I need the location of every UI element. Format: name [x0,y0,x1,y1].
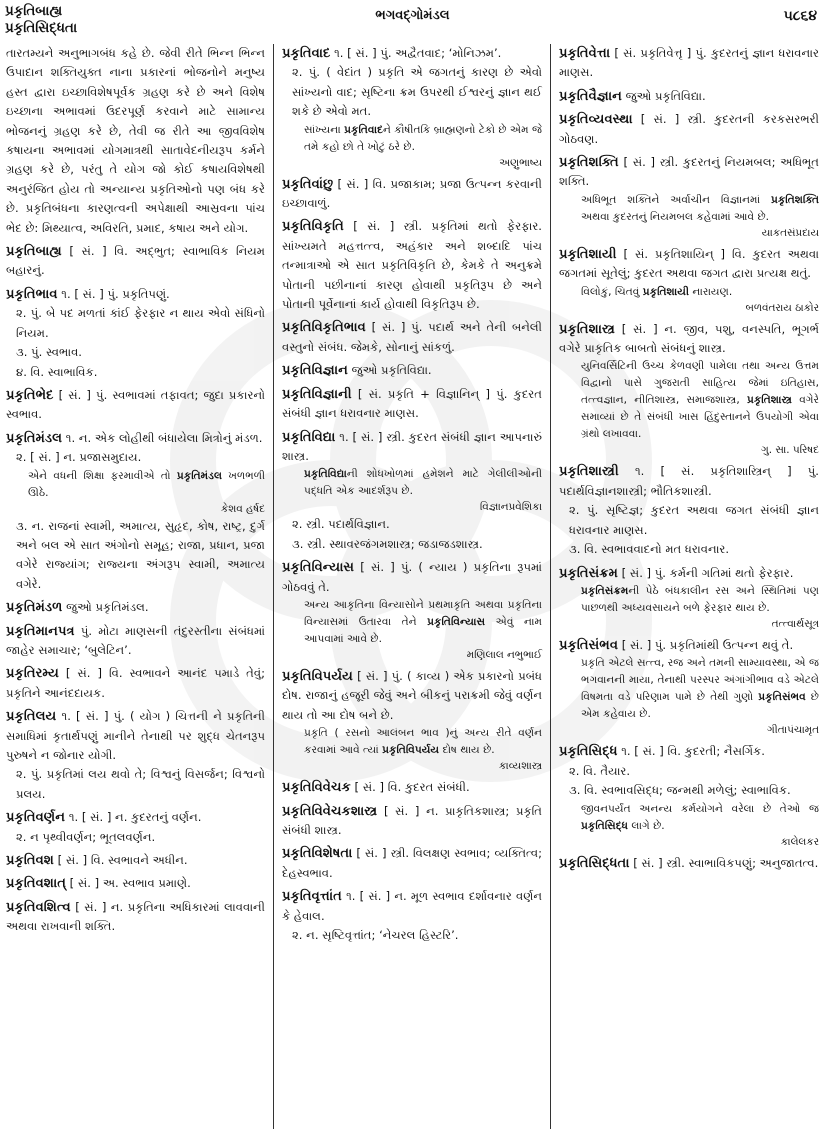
headword: પ્રકૃતિવિવેચક [282,780,351,796]
quote-text: યુનિવર્સિટિની ઉચ્ચ કેળવણી પામેલા તથા અન્ય ઉત્તમ વિદ્વાનો પાસે ગુજરાતી સાહિત્ય જેમાં ઇતિહાસ, તત્ત્વજ્ઞાન, નીતિશાસ્ત્ર, સમાજશાસ્ત્ર, [581,360,819,407]
column-2 [274,44,551,1129]
entry [282,558,542,663]
definition: [ સં. ] પું. ( કાવ્ય ) એક પ્રકારનો પ્રબંધ દોષ. રાજાનું હજૂરી જેવું અને બીકનું પરાક્રમી જેવું વર્ણન થાય તો આ દોષ બને છે. [282,668,542,722]
headword: પ્રકૃતિવિદ્યા [282,429,336,445]
definition: ૧. ન. એક લોહીથી બંધાયેલા મિત્રોનું મંડળ. [62,430,263,445]
sense: ૨. પું. સૃષ્ટિજ્ઞ; કુદરત અથવા જગત સંબંધી જ્ઞાન ધરાવનાર માણસ. [569,503,819,537]
definition: ૧. [ સં. ] સ્ત્રી. કુદરત સંબંધી જ્ઞાન આપનારું શાસ્ત્ર. [282,429,542,463]
entry [559,153,819,241]
quotation [559,284,819,301]
definition: જુઓ પ્રકૃતિવિદ્યા. [621,88,706,103]
quote-text: ખળભળી ઊઠે. [28,469,265,499]
entry [282,887,542,945]
guide-word-first: પ્રકૃતિબાહ્ય [5,3,63,19]
quotation [559,192,819,226]
definition: પું. મોટા માણસની તંદુરસ્તીના સંબંધમાં જાહેર સમાચાર; ‘બુલેટિન’. [6,623,265,657]
quotation [6,468,265,502]
headword: પ્રકૃતિવિપર્યય [282,668,353,684]
sense: ૩. પું. સ્વભાવ. [16,345,82,360]
sense: ૨. વિ. તૈયાર. [569,763,631,778]
quote-text: વિલોકું, ચિતવું [581,285,643,298]
entry [559,854,819,873]
quote-text: અથવા કુદરતનું નિયમબલ કહેવામાં આવે છે. [581,210,769,223]
quotation [282,725,542,759]
continuation-text: તારતમ્યને અનુભાગબંધ કહે છે. જેવી રીતે ભિન્ન ભિન્ન ઉપાદાન શક્તિયુક્ત નાના પ્રકારનાં ભોજનોને મનુષ્ય હસ્ત દ્વારા ઇચ્છાવિશેષપૂર્વક ગ્રહણ કરે છે અને વિશેષ ઇચ્છાના અભાવમાં ઉદરપૂર્ણ કરવાને માટે સામાન્ય ભોજનનું ગ્રહણ કરે છે, તેવી જ રીતે આ જીવવિશેષ કષાયના અભાવમાં યોગમાત્રથી સાતાવેદનીયરૂપ કર્મને ગ્રહણ કરે છે, પરંતુ તે યોગ જો કોઈ કષાયવિશેષથી અનુરંજિત હોય તો અન્યાન્ય પ્રકૃતિઓનો પણ બંધ કરે છે. પ્રકૃતિબંધના કારણત્વની અપેક્ષાથી આસ્રવના પાંચ ભેદ છે: મિથ્યાત્વ, અવિરતિ, પ્રમાદ, કષાય અને યોગ. [6,46,265,235]
entry [6,874,265,893]
quotation [559,583,819,617]
quotation [559,801,819,835]
quote-text: પ્રકૃતિ ( રસનો આલંબન ભાવ )નું અન્ય રીતે વર્ણન કરવામાં આવે ત્યાં [304,727,542,757]
quote-text: સાંખ્યના [304,123,345,136]
quote-headword: પ્રકૃતિસિદ્ધ [581,819,629,832]
quote-source: કેશવ હર્ષદ [220,502,265,515]
definition: [ સં. ] વિ. સ્વભાવને આનંદ પમાડે તેવું; પ્રકૃતિને આનંદદાયક. [6,666,265,700]
definition: [ સં. ] પું. સ્વભાવમાં તફાવત; જુદા પ્રકારનો સ્વભાવ. [6,387,265,422]
quotation [282,122,542,156]
entry [6,598,265,617]
definition: [ સં. ] પું. પ્રકૃતિમાંથી ઉત્પન્ન થવું તે. [618,637,794,652]
definition: [ સં. ] ન. જીવ, પશુ, વનસ્પતિ, ભૂગર્ભ વગેરે પ્રાકૃતિક બાબતો સંબંધનું શાસ્ત્ર. [559,321,819,356]
headword: પ્રકૃતિરમ્ય [6,666,59,682]
headword: પ્રકૃતિવાંછુ [282,176,334,192]
entry [282,361,542,380]
definition: [ સં. ] સ્ત્રી. કુદરતનું નિયમબલ; અધિભૂત શક્તિ. [559,155,819,189]
entry [559,320,819,459]
entry [559,44,819,83]
definition: [ સં. ] વિ. કુદરત સંબંધી. [350,780,470,795]
dictionary-columns [0,44,825,1129]
headword: પ્રકૃતિવિજ્ઞાન [282,363,348,379]
definition: [ સં. પ્રકૃતિશાયિન્ ] વિ. કુદરત અથવા જગતમાં સૂતેલું; કુદરત અથવા જગત દ્વારા પ્રત્યક્ષ થતું. [559,246,819,281]
entry [6,707,265,804]
quote-text: દોષ થાય છે. [439,744,495,757]
definition: [ સં. પ્રકૃતિવેત્તૃ ] પું. કુદરતનું જ્ઞાન ધરાવનાર માણસ. [559,46,819,80]
headword: પ્રકૃતિસિદ્ધતા [559,855,630,871]
quotation [559,358,819,443]
entry [282,844,542,883]
sense: ૩. વિ. સ્વભાવવાદનો મત ધરાવનાર. [569,542,730,557]
headword: પ્રકૃતિવિકૃતિ [282,219,344,235]
sense: ૨. સ્ત્રી. પદાર્થવિજ્ઞાન. [292,517,390,532]
headword: પ્રકૃતિશાયી [559,246,617,262]
quote-text: અન્ય આકૃતિના વિન્યાસોને પ્રથમાકૃતિ અથવા પ્રકૃતિના વિન્યાસમાં ઉતારવા તેને [304,598,542,628]
headword: પ્રકૃતિવ્યવસ્થા [559,112,633,128]
headword: પ્રકૃતિમંડળ [6,600,63,616]
headword: પ્રકૃતિભેદ [6,387,54,403]
entry [6,285,265,382]
quote-text: એને વધની શિક્ષા ફરમાવીએ તો [28,469,177,482]
definition: ૧. [ સં. ] પું. અદ્વૈતવાદ; ‘મોનિઝમ’. [330,46,502,60]
entry [559,245,819,316]
quote-headword: પ્રકૃતિશાસ્ત્ર [746,394,792,407]
book-title: ભગવદ્ગોમંડલ [375,8,450,23]
definition: ૧. [ સં. પ્રકૃતિશાસ્ત્રિન્ ] પું. પદાર્થવિજ્ઞાનશાસ્ત્રી; ભૌતિકશાસ્ત્રી. [559,464,819,498]
definition: [ સં. ] વિ. સ્વભાવને અધીન. [53,853,188,868]
headword: પ્રકૃતિવેત્તા [559,46,611,61]
entry [6,808,265,847]
entry [6,622,265,661]
entry [6,429,265,594]
quote-text: ને કૌષીતકિ બ્રાહ્મણનો ટેકો છે એમ જે તમે કહો છો તે ખોટું ઠરે છે. [304,123,542,153]
quote-text: ની પેઠે બંધકાલીન રસ અને સ્થિતિમાં પણ પાછળથી અધ્યવસાયને બળે ફેરફાર થાય છે. [581,584,819,614]
quote-source: અણુભાષ્ય [499,156,542,169]
quote-headword: પ્રકૃતિવિપર્યય [382,744,440,757]
entry [6,664,265,703]
definition: [ સં. ] સ્ત્રી. વિલક્ષણ સ્વભાવ; વ્યક્તિત્વ; દેહસ્વભાવ. [282,846,542,880]
headword: પ્રકૃતિલય [6,709,57,725]
headword: પ્રકૃતિવાદ [282,46,331,61]
quotation [559,655,819,723]
quote-text: વગેરે સમાવ્યાં છે તે સંબંધી ખાસ હિંદુસ્તાનને ઉપયોગી એવા ગ્રંથો લખાવવા. [581,394,820,441]
quote-text: પ્રકૃતિ એટલે સત્ત્વ, રજ અને તમની સામ્યાવસ્થા, એ જ ભગવાનની માયા, તેનાથી પરસ્પર અંગાંગીભાવ વડે એટલે વિષમતા વડે પરિણામ પામે છે તેથી ગુણો [581,657,819,704]
quote-headword: પ્રકૃતિસંક્રમ [581,584,629,597]
sense: ૨. ન. સૃષ્ટિવૃત્તાંત; ‘નેચરલ હિસ્ટરિ’. [292,928,459,942]
entry-continuation [6,44,265,238]
definition: [ સં. ] પું. કર્મની ગતિમાં થતો ફેરફાર. [617,565,794,580]
quote-text: છે એમ કહેવાય છે. [581,691,819,721]
definition: [ સં. ] સ્ત્રી. પ્રકૃતિમાં થતો ફેરફાર. સાંખ્યમતે મહત્તત્ત્વ, અહંકાર અને શબ્દાદિ પાંચ તન્માત્રાઓ એ સાત પ્રકૃતિવિકૃતિ છે, કેમકે તે અનુક્રમે પોતાની પછીનાનાં કારણ હોવાથી પ્રકૃતિરૂપ છે અને પોતાની પૂર્વેનાનાં કાર્ય હોવાથી વિકૃતિરૂપ છે. [282,219,542,312]
entry [6,851,265,870]
quote-headword: પ્રકૃતિવિન્યાસ [427,615,486,628]
quote-source: તત્ત્વાર્થસૂત્ર [771,617,819,630]
headword: પ્રકૃતિવશ [6,853,54,869]
definition: ૧. [ સં. ] ન. કુદરતનું વર્ણન. [65,810,202,825]
headword: પ્રકૃતિશાસ્ત્રી [559,464,619,480]
entry [559,110,819,149]
definition: [ સં. પ્રકૃતિ + વિજ્ઞાનિન્ ] પું. કુદરત સંબંધી જ્ઞાન ધરાવનાર માણસ. [282,386,542,421]
quote-source: ગુ. સા. પરિષદ [761,444,819,457]
sense: ૩. સ્ત્રી. સ્થાવરજંગમશાસ્ત્ર; જડાજડશાસ્ત્ર. [292,536,483,551]
quote-source: મણિલાલ નભુભાઈ [466,648,542,661]
sense: ૨. પું. પ્રકૃતિમાં લય થવો તે; વિશ્વનું વિસર્જન; વિશ્વનો પ્રલય. [16,767,265,801]
quote-headword: પ્રકૃતિશાયી [642,285,689,298]
quote-headword: પ્રકૃતિવાદ [344,123,384,136]
headword: પ્રકૃતિવિકૃતિભાવ [282,320,366,336]
entry [559,636,819,738]
entry [6,898,265,937]
quote-text: ની શોધખોળમાં હમેશને માટે ગેલીલીઓની પદ્ધતિ એક આદર્શરૂપ છે. [304,468,542,498]
quote-source: બળવંતરાય ઠાકોર [745,301,819,314]
quote-source: વિજ્ઞાનપ્રવેશિકા [479,501,542,514]
quote-text: લાગે છે. [628,819,665,832]
entry [282,428,542,555]
headword: પ્રકૃતિવિશેષતા [282,846,353,862]
sense: ૨. પું. ( વેદાંત ) પ્રકૃતિ એ જગતનું કારણ છે એવો સાંખ્યનો વાદ; સૃષ્ટિના ક્રમ ઉપરથી ઈશ્વરનું જ્ઞાન થઈ શકે છે એવો મત. [292,65,542,119]
headword: પ્રકૃતિસિદ્ધ [559,744,618,760]
headword: પ્રકૃતિમાનપત્ર [6,623,75,639]
quote-headword: પ્રકૃતિવિદ્યા [304,468,347,481]
entry [282,217,542,314]
sense: ૨. ન પૃથ્વીવર્ણન; ભૂતલવર્ણન. [16,829,156,844]
headword: પ્રકૃતિમંડલ [6,430,63,446]
definition: [ સં. ] વિ. અદ્ભુત; સ્વાભાવિક નિયમ બહારનું. [6,244,265,278]
quote-text: જીવનપર્યંત અનન્ય કર્મયોગને વરેલા છે તેઓ જ [581,802,819,815]
definition: [ સં. ] સ્ત્રી. સ્વાભાવિકપણું; અનુજાતત્વ. [629,855,819,870]
quote-text: નારાયણ. [688,285,733,298]
definition: [ સં. ] ન. પ્રકૃતિના અધિકારમાં લાવવાની અથવા રાખવાની શક્તિ. [6,899,265,934]
headword: પ્રકૃતિવર્ણન [6,810,66,826]
definition: ૧. [ સં. ] પું. પ્રકૃતિપણું. [57,286,170,301]
quote-source: ગીતાપંચામૃત [767,724,819,737]
entry [282,385,542,424]
headword: પ્રકૃતિવશાત્ [6,876,66,892]
quote-headword: પ્રકૃતિસંભવ [758,691,806,704]
sense: ૩. વિ. સ્વભાવસિદ્ધ; જન્મથી મળેલું; સ્વાભાવિક. [569,783,791,798]
definition: [ સં. ] વિ. પ્રજાકામ; પ્રજા ઉત્પન્ન કરવાની ઇચ્છાવાળું. [282,176,542,211]
entry [559,462,819,559]
sense: ૩. ન. રાજનાં સ્વામી, અમાત્ય, સુહૃદ, કોષ, રાષ્ટ્ર, દુર્ગ અને બલ એ સાત અંગોનો સમૂહ; રાજા, પ્રધાન, પ્રજા વગેરે રાજ્યાંગ; રાજ્યના અંગરૂપ સ્વામી, અમાત્ય વગેરે. [16,518,265,591]
definition: [ સં. ] સ્ત્રી. કુદરતની કરકસરભરી ગોઠવણ. [559,112,819,146]
definition: જુઓ પ્રકૃતિવિદ્યા. [347,363,432,378]
definition: ૧. [ સં. ] વિ. કુદરતી; નૈસર્ગિક. [617,744,765,759]
entry [282,318,542,357]
quote-text: એવું નામ આપવામાં આવે છે. [304,615,542,645]
headword: પ્રકૃતિવિવેચકશાસ્ત્ર [282,803,378,819]
entry [6,242,265,281]
page-number: ૫૮૬૪ [783,8,817,24]
headword: પ્રકૃતિવૈજ્ઞાન [559,88,622,104]
headword: પ્રકૃતિવૃત્તાંત [282,889,342,905]
entry [559,742,819,849]
definition: ૧. [ સં. ] ન. મૂળ સ્વભાવ દર્શાવનાર વર્ણન કે હેવાલ. [282,889,542,923]
definition: [ સં. ] પું. પદાર્થ અને તેની બનેલી વસ્તુનો સંબંધ. જેમકે, સોનાનું સાંકળું. [282,320,542,354]
entry [282,175,542,214]
headword: પ્રકૃતિભાવ [6,286,58,302]
quote-source: કાવ્યશાસ્ત્ર [498,760,542,773]
guide-word-last: પ્રકૃતિસિદ્ધતા [5,20,78,36]
headword: પ્રકૃતિબાહ્ય [6,244,62,260]
headword: પ્રકૃતિસંભવ [559,637,619,653]
quote-headword: પ્રકૃતિશક્તિ [770,193,819,206]
column-1 [0,44,274,1129]
headword: પ્રકૃતિશાસ્ત્ર [559,321,615,337]
quote-text: અધિભૂત શક્તિને અર્વાચીન વિજ્ઞાનમાં [581,193,771,206]
quote-source: કાલેલકર [780,835,819,848]
headword: પ્રકૃતિશક્તિ [559,155,619,171]
headword: પ્રકૃતિવિન્યાસ [282,560,355,576]
quote-source: યાકતસંપ્રદાય [761,226,819,239]
quote-headword: પ્રકૃતિમંડલ [176,469,222,482]
headword: પ્રકૃતિવશિત્વ [6,899,71,915]
entry [559,87,819,106]
definition: જુઓ પ્રકૃતિમંડલ. [62,600,149,615]
sense: ૨. [ સં. ] ન. પ્રજાસમુદાય. [16,450,142,465]
entry [282,667,542,774]
quotation [282,597,542,648]
entry [6,386,265,425]
entry [559,564,819,632]
entry [282,778,542,797]
definition: [ સં. ] પું. ( ન્યાય ) પ્રકૃતિના રૂપમાં ગોઠવવું તે. [282,560,542,594]
definition: [ સં. ] ન. પ્રાકૃતિકશાસ્ત્ર; પ્રકૃતિ સંબંધી શાસ્ત્ર. [282,803,542,837]
definition: [ સં. ] અ. સ્વભાવ પ્રમાણે. [65,876,191,891]
entry [282,802,542,841]
page-header [0,0,825,44]
quotation [282,466,542,500]
headword: પ્રકૃતિવિજ્ઞાની [282,386,352,402]
entry [282,44,542,171]
sense: ૨. પું. બે પદ મળતાં કાંઈ ફેરફાર ન થાય એવો સંધિનો નિયમ. [16,306,265,340]
sense: ૪. વિ. સ્વાભાવિક. [16,364,98,379]
headword: પ્રકૃતિસંક્રમ [559,565,618,581]
column-3 [551,44,825,1129]
definition: ૧. [ સં. ] પું. ( યોગ ) ચિત્તની ને પ્રકૃતિની સમાધિમાં કૃતાર્થપણું માનીને તેનાથી પર શુદ્ધ ચેતનરૂપ પુરુષને ન જોનાર યોગી. [6,709,265,762]
